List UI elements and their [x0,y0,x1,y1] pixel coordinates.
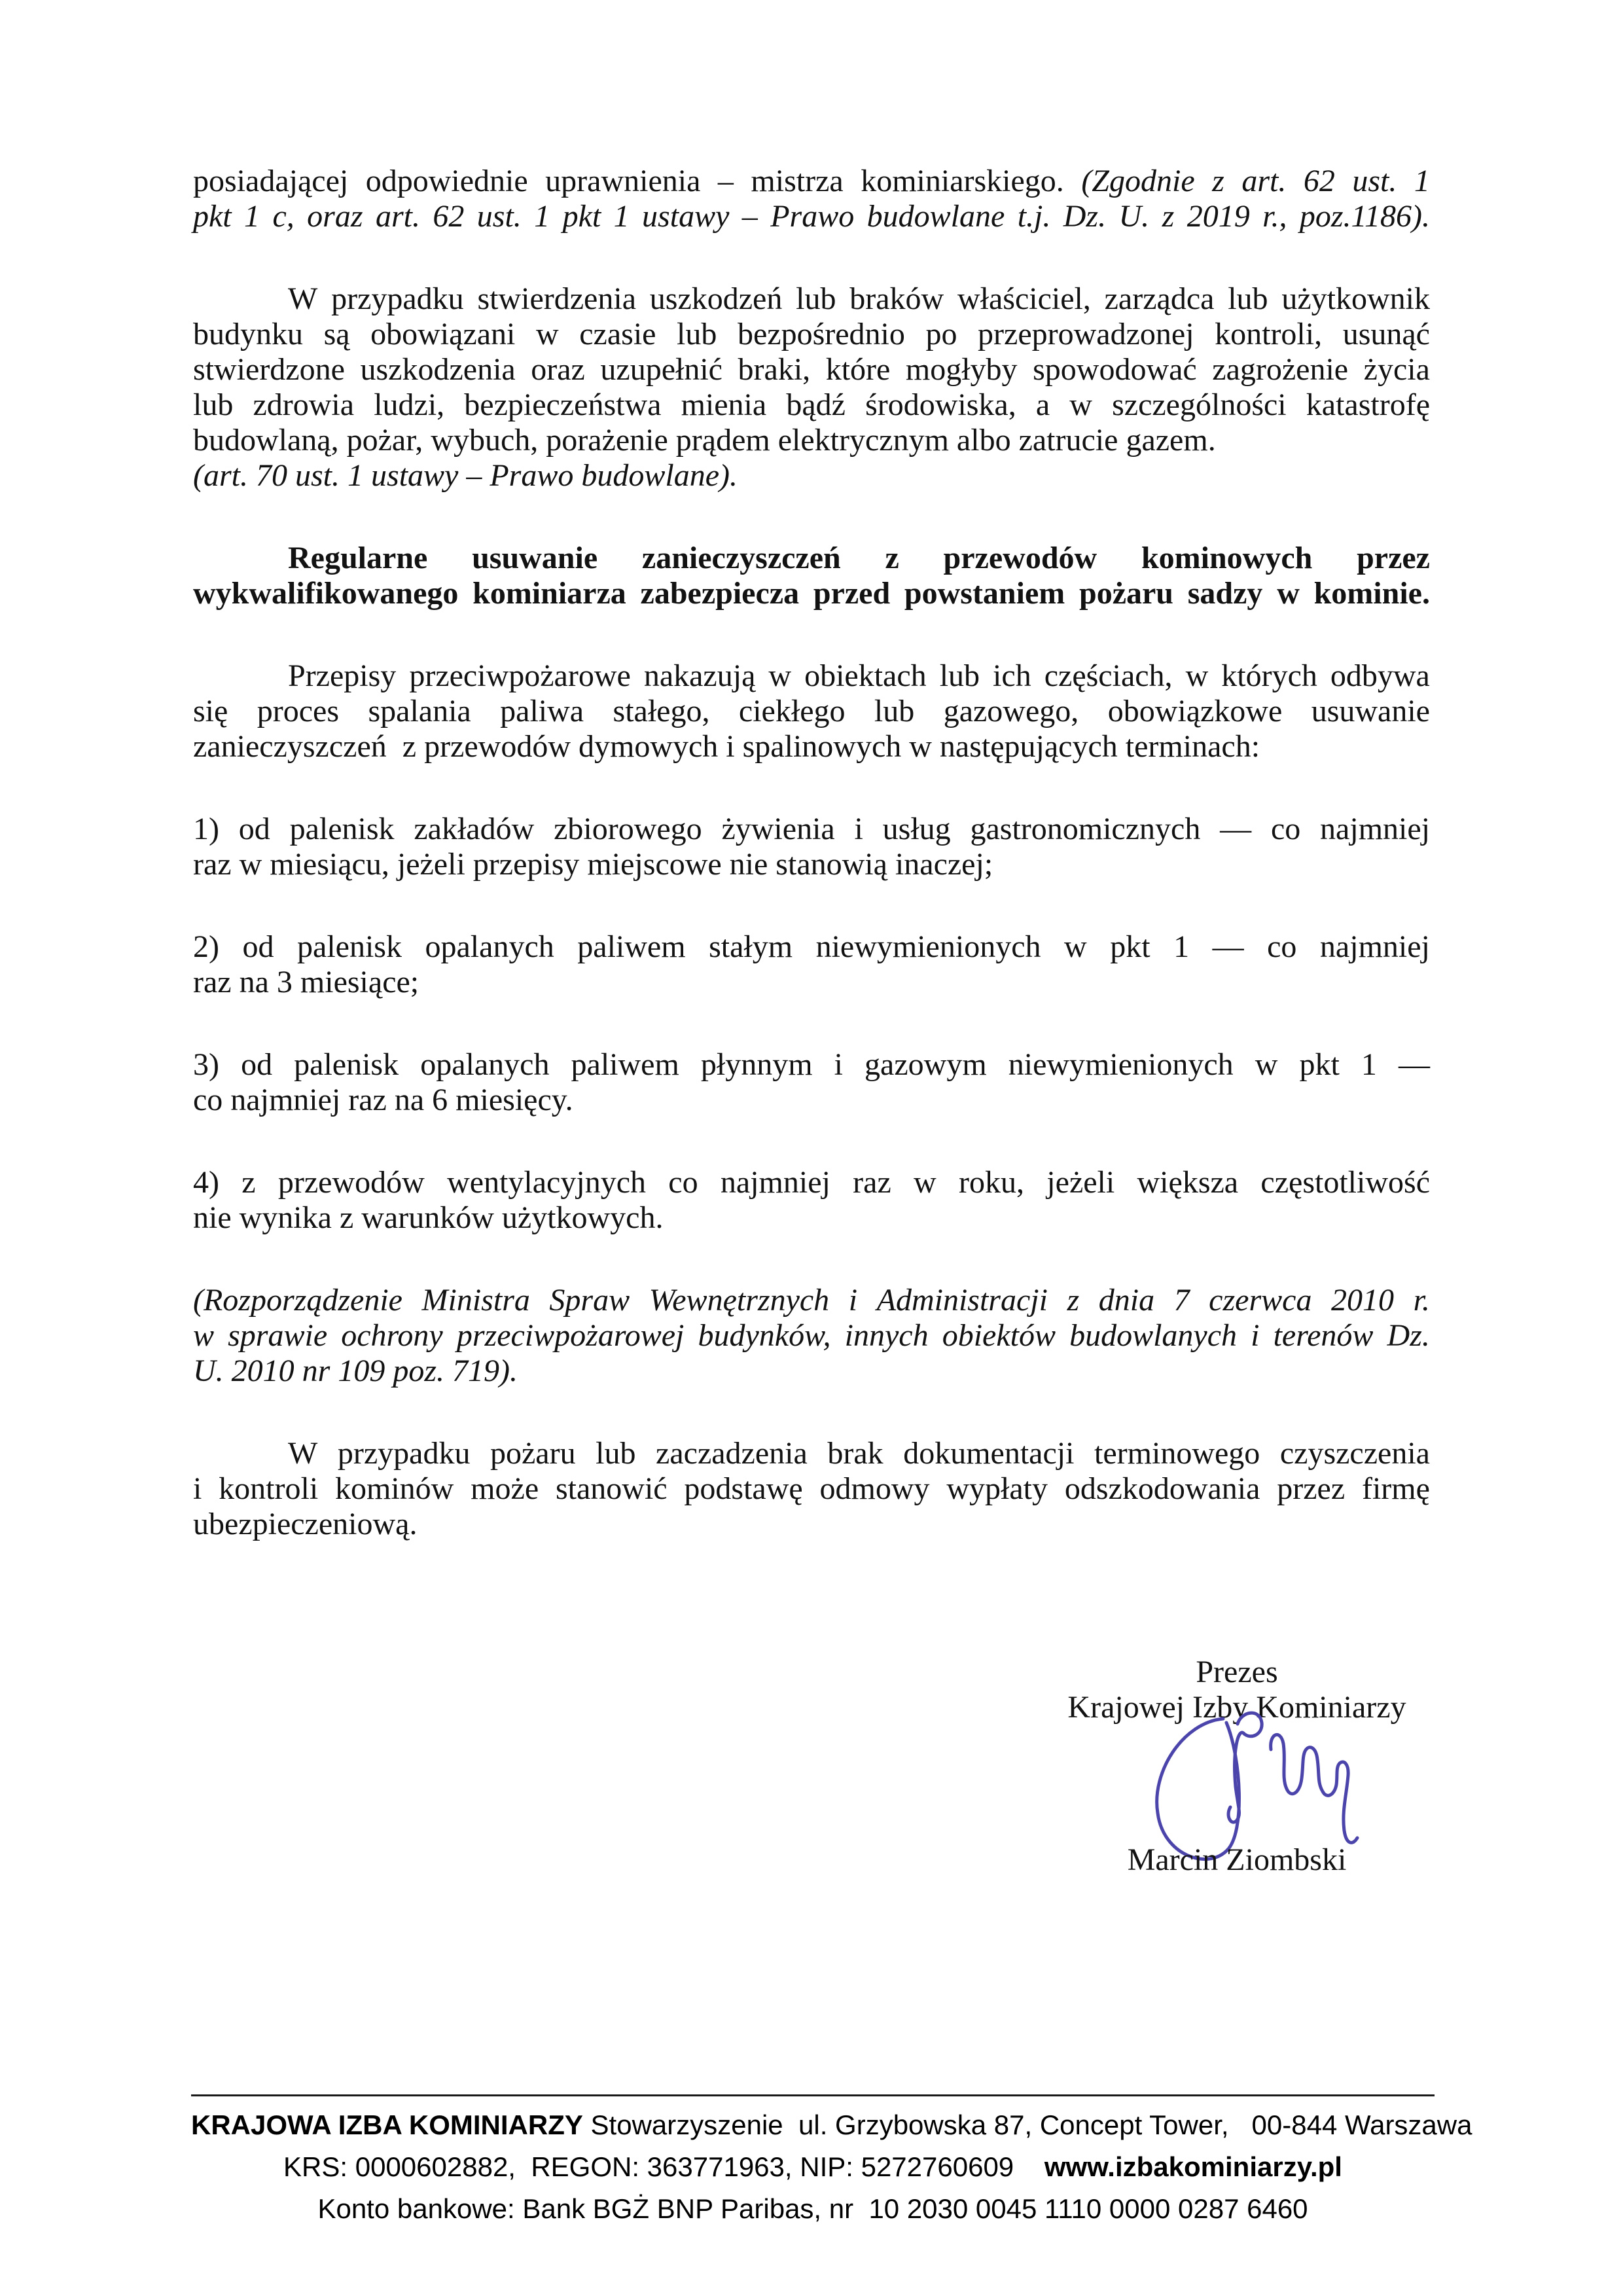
text-line: budowlaną, pożar, wybuch, porażenie prądem elektrycznym albo zatrucie gazem. [193,423,1216,457]
list-item-2 [193,929,1430,1000]
text-line: W przypadku pożaru lub zaczadzenia brak dokumentacji terminowego czyszczenia [288,1436,1430,1471]
para-insurance-warning [193,1436,1430,1542]
text-line: i kontroli kominów może stanowić podstawę odmowy wypłaty odszkodowania przez firmę [193,1471,1430,1506]
footer-org-line [191,2104,1472,2146]
text-line: posiadającej odpowiednie uprawnienia – mistrza kominiarskiego. (Zgodnie z art. 62 ust. 1 [193,164,1430,198]
text-line: 3) od palenisk opalanych paliwem płynnym i gazowym niewymienionych w pkt 1 — [193,1047,1430,1082]
text-line: ubezpieczeniową. [193,1507,418,1541]
para-ordinance-citation [193,1283,1430,1389]
text-line: (art. 70 ust. 1 ustawy – Prawo budowlane). [193,458,738,493]
text-line: 4) z przewodów wentylacyjnych co najmniej raz w roku, jeżeli większa częstotliwość [193,1165,1430,1200]
signature-title: Prezes [1196,1655,1278,1689]
text-line: się proces spalania paliwa stałego, ciekłego lub gazowego, obowiązkowe usuwanie [193,694,1430,728]
para-continuation-legal-basis [193,164,1430,234]
text-line: budynku są obowiązani w czasie lub bezpośrednio po przeprowadzonej kontroli, usunąć [193,317,1430,351]
text-line: lub zdrowia ludzi, bezpieczeństwa mienia bądź środowiska, a w szczególności katastrofę [193,387,1430,422]
text-line: raz na 3 miesiące; [193,965,419,999]
footer-org-name: KRAJOWA IZBA KOMINIARZY [191,2109,583,2140]
text-line: raz w miesiącu, jeżeli przepisy miejscowe nie stanowią inaczej; [193,847,993,882]
footer-rule [191,2094,1435,2096]
para-owner-obligations [193,281,1430,493]
text-line: co najmniej raz na 6 miesięcy. [193,1083,573,1117]
text-line: 1) od palenisk zakładów zbiorowego żywienia i usług gastronomicznych — co najmniej [193,812,1430,846]
signature-organization: Krajowej Izby Kominiarzy [1067,1690,1406,1725]
text-line: zanieczyszczeń z przewodów dymowych i spalinowych w następujących terminach: [193,729,1260,764]
document-body [193,164,1430,1589]
footer-bank-line: Konto bankowe: Bank BGŻ BNP Paribas, nr 10 2030 0045 1110 0000 0287 6460 [317,2193,1308,2224]
signature-name: Marcin Ziombski [1127,1842,1347,1877]
text-line: Przepisy przeciwpożarowe nakazują w obiektach lub ich częściach, w których odbywa [288,658,1430,693]
list-item-1 [193,812,1430,882]
text-line: wykwalifikowanego kominiarza zabezpiecza przed powstaniem pożaru sadzy w kominie. [193,576,1430,611]
list-item-3 [193,1047,1430,1118]
text-line: pkt 1 c, oraz art. 62 ust. 1 pkt 1 ustawy – Prawo budowlane t.j. Dz. U. z 2019 r., poz.1186). [193,199,1430,234]
footer-website-link[interactable]: www.izbakominiarzy.pl [1044,2151,1342,2182]
text-line: 2) od palenisk opalanych paliwem stałym niewymienionych w pkt 1 — co najmniej [193,929,1430,964]
text-line: W przypadku stwierdzenia uszkodzeń lub braków właściciel, zarządca lub użytkownik [288,281,1430,316]
text-line: stwierdzone uszkodzenia oraz uzupełnić braki, które mogłyby spowodować zagrożenie życia [193,352,1430,387]
text-line: nie wynika z warunków użytkowych. [193,1200,664,1235]
text-line: Regularne usuwanie zanieczyszczeń z przewodów kominowych przez [288,541,1430,575]
footer-registry-numbers: KRS: 0000602882, REGON: 363771963, NIP: 5272760609 [283,2151,1044,2182]
para-fire-regulations [193,658,1430,764]
text-line: w sprawie ochrony przeciwpożarowej budynków, innych obiektów budowlanych i terenów Dz. [193,1318,1430,1353]
text-line: (Rozporządzenie Ministra Spraw Wewnętrznych i Administracji z dnia 7 czerwca 2010 r. [193,1283,1430,1318]
para-bold-statement [193,541,1430,611]
footer-registry-line [191,2146,1435,2188]
page-footer [191,2094,1472,2230]
list-item-4 [193,1165,1430,1236]
footer-org-address: Stowarzyszenie ul. Grzybowska 87, Concept Tower, 00-844 Warszawa [582,2109,1472,2140]
text-line: U. 2010 nr 109 poz. 719). [193,1354,518,1388]
